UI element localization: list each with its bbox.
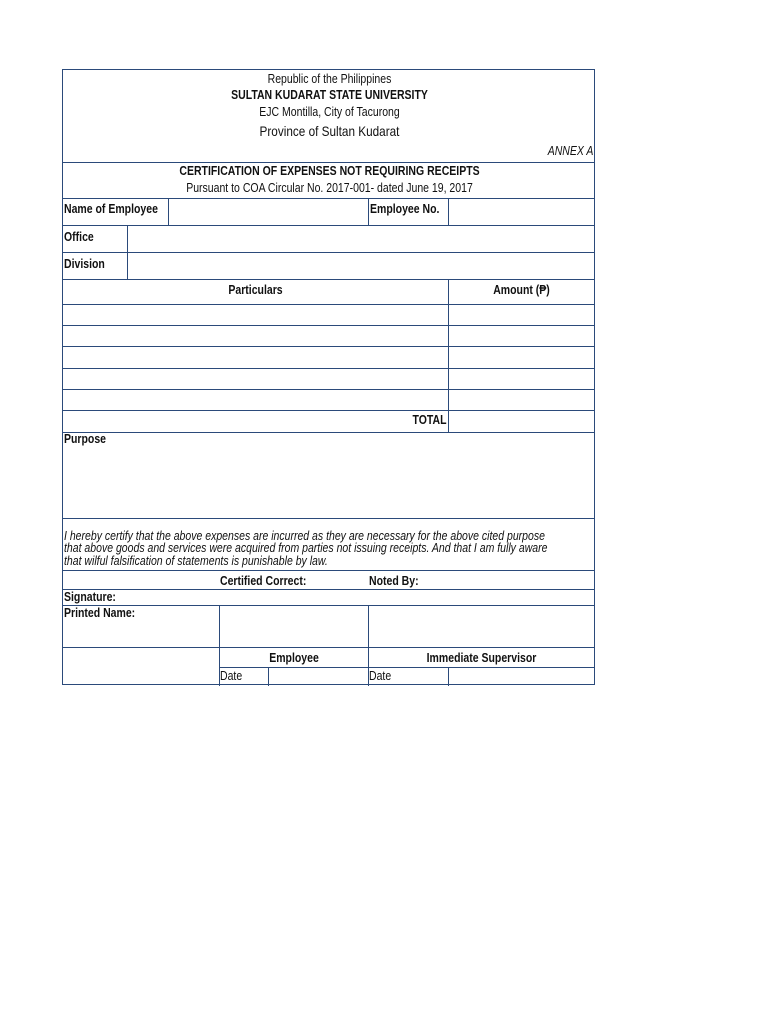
amount-cell[interactable] <box>449 347 594 368</box>
certification-line-1: I hereby certify that the above expenses are incurred as they are necessary for the above cited purpose <box>64 529 545 543</box>
divider <box>63 432 594 433</box>
noted-by-label: Noted By: <box>369 574 419 588</box>
amount-cell[interactable] <box>449 369 594 389</box>
division-label: Division <box>64 257 105 271</box>
amount-cell[interactable] <box>449 390 594 410</box>
particulars-cell[interactable] <box>64 347 448 368</box>
printed-name-label: Printed Name: <box>64 606 136 620</box>
divider <box>368 198 369 225</box>
particulars-cell[interactable] <box>64 390 448 410</box>
employee-name-label: Name of Employee <box>64 202 158 216</box>
employee-date-field[interactable] <box>269 668 368 685</box>
particulars-cell[interactable] <box>64 326 448 346</box>
employee-label: Employee <box>269 651 319 665</box>
divider <box>63 518 594 519</box>
divider <box>63 570 594 571</box>
total-label: TOTAL <box>412 413 447 427</box>
employee-name-field[interactable] <box>169 199 368 225</box>
province-text: Province of Sultan Kudarat <box>259 123 400 139</box>
certification-line-3: that wilful falsification of statements is punishable by law. <box>64 554 328 568</box>
annex-label: ANNEX A <box>547 144 593 158</box>
university-name: SULTAN KUDARAT STATE UNIVERSITY <box>231 88 428 102</box>
divider <box>168 198 169 225</box>
amount-cell[interactable] <box>449 305 594 325</box>
amount-cell[interactable] <box>449 326 594 346</box>
certification-line-2: that above goods and services were acquired from parties not issuing receipts. And that I am fully aware <box>64 541 548 555</box>
particulars-header: Particulars <box>228 283 283 297</box>
division-field[interactable] <box>128 253 594 279</box>
divider <box>63 279 594 280</box>
supervisor-date-field[interactable] <box>449 668 594 685</box>
form-title: CERTIFICATION OF EXPENSES NOT REQUIRING RECEIPTS <box>179 164 480 178</box>
supervisor-label: Immediate Supervisor <box>426 651 537 665</box>
purpose-label: Purpose <box>64 432 107 446</box>
particulars-cell[interactable] <box>64 369 448 389</box>
divider <box>63 647 594 648</box>
employee-no-field[interactable] <box>449 199 594 225</box>
total-amount-field[interactable] <box>449 411 594 432</box>
divider <box>63 589 594 590</box>
office-label: Office <box>64 230 94 244</box>
form-subtitle: Pursuant to COA Circular No. 2017-001- dated June 19, 2017 <box>186 181 473 195</box>
university-address: EJC Montilla, City of Tacurong <box>259 105 400 119</box>
office-field[interactable] <box>128 226 594 252</box>
employee-date-label: Date <box>220 669 243 683</box>
certification-form <box>62 69 595 685</box>
purpose-field[interactable] <box>64 448 594 518</box>
divider <box>63 162 594 163</box>
amount-header: Amount (₱) <box>493 283 550 297</box>
employee-no-label: Employee No. <box>370 202 440 216</box>
particulars-cell[interactable] <box>64 305 448 325</box>
supervisor-date-label: Date <box>369 669 392 683</box>
signature-label: Signature: <box>64 590 116 604</box>
certified-correct-label: Certified Correct: <box>220 574 307 588</box>
republic-text: Republic of the Philippines <box>267 72 392 86</box>
supervisor-signature-field[interactable] <box>369 606 594 646</box>
employee-signature-field[interactable] <box>220 606 368 646</box>
